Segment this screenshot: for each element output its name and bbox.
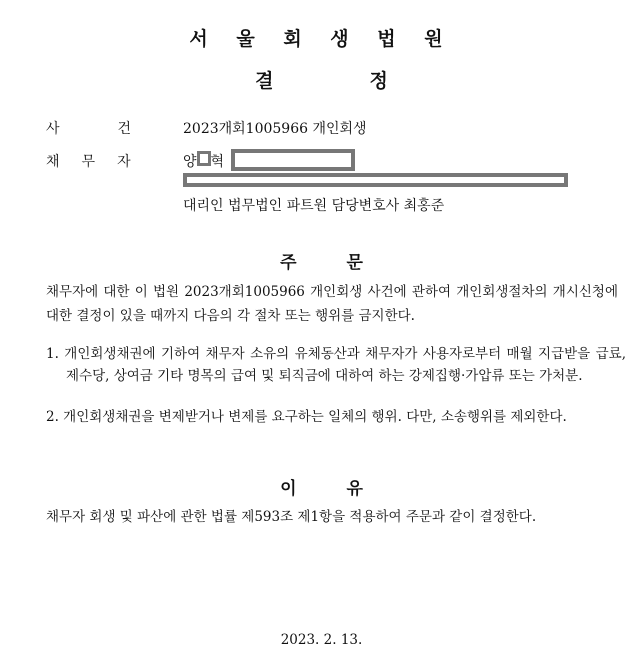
order-heading-char-2: 문 xyxy=(346,253,363,273)
order-intro: 채무자에 대한 이 법원 2023개회1005966 개인회생 사건에 관하여 개인회생절차의 개시신청에 대한 결정이 있을 때까지 다음의 각 절차 또는 행위를 금지한다. xyxy=(46,284,618,324)
debtor-label-char-3: 자 xyxy=(117,154,131,170)
document-title-left: 결 xyxy=(255,70,274,92)
redaction-address xyxy=(183,173,568,187)
document-title-right: 정 xyxy=(369,70,388,92)
court-name: 서 울 회 생 법 원 xyxy=(189,28,454,50)
debtor-name-end: 혁 xyxy=(210,154,225,170)
reason-heading-char-2: 유 xyxy=(346,479,363,499)
redaction-resident-number xyxy=(231,149,355,171)
reason-text: 채무자 회생 및 파산에 관한 법률 제593조 제1항을 적용하여 주문과 같이 결정한다. xyxy=(46,509,537,525)
debtor-label-char-2: 무 xyxy=(81,154,96,170)
case-label-char-2: 건 xyxy=(117,121,132,137)
debtor-name-start: 양 xyxy=(183,154,197,170)
debtor-agent: 대리인 법무법인 파트원 담당변호사 최홍준 xyxy=(183,198,445,214)
decision-date: 2023. 2. 13. xyxy=(280,632,363,648)
document-title xyxy=(0,66,643,93)
order-heading-char-1: 주 xyxy=(280,253,297,273)
case-label-char-1: 사 xyxy=(46,121,60,137)
order-item-2: 2. 개인회생채권을 변제받거나 변제를 요구하는 일체의 행위. 다만, 소송행위를 제외한다. xyxy=(46,409,567,425)
debtor-label xyxy=(46,151,131,171)
case-number: 2023개회1005966 개인회생 xyxy=(183,121,367,137)
redaction-name-middle xyxy=(197,151,211,166)
reason-heading-char-1: 이 xyxy=(280,479,297,499)
order-heading xyxy=(0,248,643,273)
case-label xyxy=(46,118,131,138)
reason-heading xyxy=(0,474,643,499)
order-item-1: 1. 개인회생채권에 기하여 채무자 소유의 유체동산과 채무자가 사용자로부터 매월 지급받을 급료, 제수당, 상여금 기타 명목의 급여 및 퇴직금에 대하여 하는 강제집행·가압류 또는 가처분. xyxy=(46,346,626,384)
debtor-label-char-1: 채 xyxy=(46,154,60,170)
